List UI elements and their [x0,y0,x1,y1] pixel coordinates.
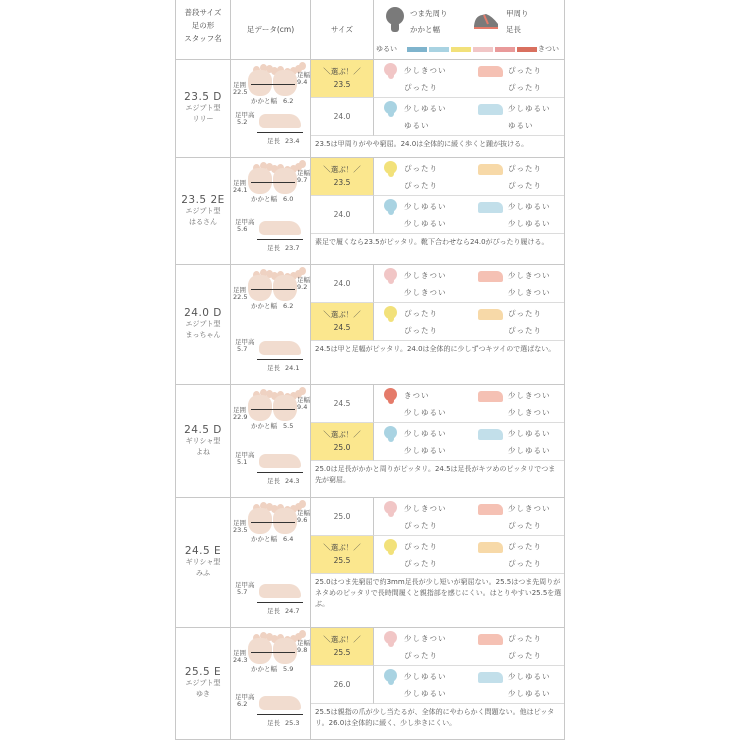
instep-fit-text: 少しゆるい [508,429,551,438]
girth-line [251,182,295,183]
option-size: 23.5 [333,178,351,187]
fit-line-bottom [378,404,564,421]
width-label: 足幅 [297,169,310,177]
fit-result [374,265,565,303]
heel-value: 6.4 [283,535,294,543]
legend-tight: きつい [538,45,559,53]
size-option[interactable] [311,196,374,234]
select-badge: ＼選ぶ！／ [323,635,361,644]
fit-line-bottom [378,647,564,664]
instep-fit-icon [478,429,503,440]
table-row [176,385,565,498]
girth-label: 足囲 [233,81,246,89]
fit-line-top [378,305,564,322]
length-label: 足長 [267,364,280,372]
length-fit-text: ぴったり [508,559,542,568]
table-row [176,60,565,158]
instep-fit-icon [478,271,503,282]
fit-line-top [378,538,564,555]
size-option[interactable] [311,158,374,196]
option-size: 24.0 [333,112,351,121]
instep-fit-text: ぴったり [508,542,542,551]
fit-line-bottom [378,117,564,134]
length-line [257,359,303,360]
length-value: 24.1 [285,364,300,372]
heel-fit-text: ぴったり [404,83,438,92]
heel-fit-text: 少しきつい [404,288,447,297]
fit-line-top [378,198,564,215]
length-fit-text: ぴったり [508,326,542,335]
staff-name: リリー [192,115,214,123]
instep-fit-icon [478,672,503,683]
girth-label: 足囲 [233,406,246,414]
fit-result [374,498,565,536]
heel-fit-text: ぴったり [404,326,438,335]
fit-line-top [378,160,564,177]
size-option[interactable] [311,385,374,423]
girth-value: 22.5 [233,293,248,301]
left-foot-illustration [248,168,272,194]
table-row [176,628,565,740]
heel-value: 6.2 [283,97,294,105]
toe-fit-text: 少しきつい [404,634,447,643]
foot-shape: ギリシャ型 [185,558,221,566]
right-foot-illustration [273,508,297,534]
staff-cell [176,628,231,739]
left-foot-illustration [248,508,272,534]
legend-swatch-4 [473,47,493,52]
usual-size: 23.5 2E [181,193,225,206]
instep-fit-icon [478,391,503,402]
usual-size: 24.0 D [184,307,222,319]
instep-value: 5.2 [237,118,248,126]
girth-line [251,409,295,410]
heel-label: かかと幅 [251,195,277,203]
size-option[interactable] [311,98,374,136]
side-foot-illustration [259,114,301,128]
foot-shape: エジプト型 [185,320,221,328]
instep-fit-text: ぴったり [508,164,542,173]
fit-line-top [378,668,564,685]
toe-fit-text: きつい [404,391,430,400]
instep-label: 足甲高 [235,338,255,346]
length-fit-text: ぴったり [508,651,542,660]
toe-fit-text: ぴったり [404,542,438,551]
staff-cell [176,60,231,157]
toe-shape [299,387,306,395]
option-size: 24.5 [333,399,351,408]
toe-fit-text: 少しきつい [404,504,447,513]
length-fit-text: 少しゆるい [508,219,551,228]
foot-front-icon [384,6,406,34]
width-value: 9.4 [297,403,308,411]
fit-line-bottom [378,284,564,301]
instep-fit-icon [478,542,503,553]
girth-line [251,289,295,290]
fit-line-top [378,425,564,442]
instep-label: 足甲高 [235,451,255,459]
select-badge: ＼選ぶ！／ [323,310,361,319]
toe-shape [299,160,306,168]
length-fit-text: ぴったり [508,181,542,190]
girth-label: 足囲 [233,649,246,657]
legend-instep: 甲周り [506,9,529,18]
foot-data-cell [231,60,311,157]
instep-fit-text: 少しゆるい [508,202,551,211]
size-guide-table [175,0,565,740]
girth-label: 足囲 [233,286,246,294]
staff-name: ゆき [196,690,210,698]
length-line [257,602,303,603]
toe-fit-text: 少しゆるい [404,202,447,211]
option-size: 24.0 [333,279,351,288]
heel-label: かかと幅 [251,302,277,310]
left-foot-illustration [248,395,272,421]
size-option[interactable] [311,666,374,704]
length-label: 足長 [267,719,280,727]
instep-fit-text: 少しきつい [508,271,551,280]
header-col1-line2: 足の形 [191,21,215,30]
foot-data-cell [231,265,311,384]
girth-value: 22.9 [233,413,248,421]
foot-data-cell [231,628,311,739]
length-value: 23.4 [285,137,300,145]
left-foot-illustration [248,275,272,301]
staff-name: まっちゃん [185,331,221,339]
legend-swatch-3 [451,47,471,52]
instep-fit-text: 少しゆるい [508,672,551,681]
length-label: 足長 [267,477,280,485]
toe-shape [299,267,306,275]
header-legend [374,0,565,59]
header-col3-label: サイズ [331,25,353,34]
fit-line-bottom [378,322,564,339]
length-label: 足長 [267,607,280,615]
heel-fit-text: ゆるい [404,121,430,130]
option-size: 25.5 [333,648,351,657]
staff-name: はるさん [189,217,217,226]
foot-data-cell [231,158,311,264]
girth-label: 足囲 [233,519,246,527]
staff-cell [176,498,231,627]
instep-fit-icon [478,309,503,320]
fit-comment: 25.5は親指の爪が少し当たるが、全体的にやわらかく問題ない。他はピッタリ。26.0は全体的に緩く、少し歩きにくい。 [315,708,555,727]
foot-data-cell [231,385,311,497]
girth-line [251,652,295,653]
width-label: 足幅 [297,71,310,79]
instep-value: 5.6 [237,225,248,233]
fit-line-bottom [378,685,564,702]
instep-fit-icon [478,164,503,175]
staff-name: よね [196,447,210,456]
heel-value: 6.0 [283,195,294,203]
length-value: 24.3 [285,477,300,485]
length-label: 足長 [267,244,280,252]
length-line [257,714,303,715]
right-foot-illustration [273,275,297,301]
legend-swatch-6 [517,47,537,52]
foot-shape: エジプト型 [185,679,221,687]
instep-fit-text: ぴったり [508,66,542,75]
usual-size: 24.5 E [184,545,222,557]
legend-length: 足長 [506,25,521,34]
fit-line-top [378,387,564,404]
fit-result [374,385,565,423]
heel-fit-text: ぴったり [404,521,438,530]
left-foot-illustration [248,70,272,96]
fit-line-bottom [378,555,564,572]
fit-comment: 23.5は甲周りがやや窮屈。24.0は全体的に緩く歩くと踵が抜ける。 [315,140,529,148]
instep-fit-icon [478,104,503,115]
header-col2-label: 足データ(cm) [246,25,295,34]
header-col-foot-data [231,0,311,59]
fit-line-bottom [378,79,564,96]
width-label: 足幅 [297,396,310,404]
length-label: 足長 [267,137,280,145]
fit-line-bottom [378,517,564,534]
girth-value: 22.5 [233,88,248,96]
left-foot-illustration [248,638,272,664]
table-row [176,498,565,628]
heel-fit-text: 少しゆるい [404,689,447,698]
foot-shape: ギリシャ型 [185,436,221,445]
instep-fit-text: 少しきつい [508,391,551,400]
heel-value: 5.9 [283,665,294,673]
width-value: 9.8 [297,646,308,654]
fit-line-top [378,267,564,284]
right-foot-illustration [273,168,297,194]
heel-label: かかと幅 [251,665,277,673]
header-col1-line3: スタッフ名 [184,34,222,43]
girth-value: 24.3 [233,656,248,664]
header-col-staff [176,0,231,59]
width-value: 9.4 [297,78,308,86]
girth-line [251,84,295,85]
heel-fit-text: ぴったり [404,651,438,660]
option-size: 25.5 [333,556,351,565]
side-foot-illustration [259,584,301,598]
legend-swatch-2 [429,47,449,52]
length-value: 23.7 [285,244,300,252]
legend-swatch-1 [407,47,427,52]
girth-line [251,522,295,523]
foot-shape: エジプト型 [185,104,221,112]
toe-shape [299,62,306,70]
toe-fit-text: ぴったり [404,309,438,318]
foot-data-cell [231,498,311,627]
girth-label: 足囲 [233,179,246,187]
toe-fit-text: 少しゆるい [404,672,447,681]
fit-result [374,628,565,666]
instep-value: 5.7 [237,345,248,353]
length-line [257,132,303,133]
table-row [176,265,565,385]
right-foot-illustration [273,70,297,96]
toe-fit-text: 少しきつい [404,271,447,280]
length-fit-text: ぴったり [508,83,542,92]
width-label: 足幅 [297,509,310,517]
fit-result [374,666,565,704]
toe-fit-text: 少しゆるい [404,429,447,438]
heel-label: かかと幅 [251,422,277,430]
length-line [257,239,303,240]
size-option[interactable] [311,498,374,536]
length-fit-text: ぴったり [508,521,542,530]
fit-comment: 素足で履くなら23.5がピッタリ。靴下合わせなら24.0がぴったり履ける。 [315,238,549,246]
fit-result [374,60,565,98]
size-option[interactable] [311,265,374,303]
instep-value: 5.1 [237,458,248,466]
side-foot-illustration [259,696,301,710]
option-size: 26.0 [333,680,351,689]
fit-line-bottom [378,177,564,194]
width-value: 9.6 [297,516,308,524]
fit-line-bottom [378,215,564,232]
girth-value: 23.5 [233,526,248,534]
legend-toe: つま先周り [410,9,448,18]
width-value: 9.7 [297,176,308,184]
fit-result [374,158,565,196]
heel-fit-text: ぴったり [404,559,438,568]
fit-comment: 24.5は甲と足幅がピッタリ。24.0は全体的に少しずつキツイので選ばない。 [315,345,556,353]
instep-value: 6.2 [237,700,248,708]
toe-fit-text: ぴったり [404,164,438,173]
select-badge: ＼選ぶ！／ [323,165,361,174]
select-badge: ＼選ぶ！／ [323,543,361,552]
right-foot-illustration [273,638,297,664]
length-fit-text: 少しきつい [508,288,551,297]
heel-label: かかと幅 [251,97,277,105]
right-foot-illustration [273,395,297,421]
size-option[interactable] [311,303,374,341]
legend-loose: ゆるい [376,45,397,53]
instep-label: 足甲高 [235,218,255,226]
side-foot-illustration [259,341,301,355]
fit-result [374,536,565,574]
fit-line-top [378,100,564,117]
length-fit-text: 少しゆるい [508,446,551,455]
length-fit-text: 少しきつい [508,408,551,417]
instep-fit-text: 少しきつい [508,504,551,513]
girth-value: 24.1 [233,186,248,194]
size-option[interactable] [311,628,374,666]
length-line [257,472,303,473]
usual-size: 25.5 E [184,666,222,678]
staff-cell [176,265,231,384]
fit-result [374,303,565,341]
length-fit-text: ゆるい [508,121,534,130]
heel-fit-text: 少しゆるい [404,446,447,455]
size-option[interactable] [311,60,374,98]
instep-fit-icon [478,634,503,645]
instep-fit-text: 少しゆるい [508,104,551,113]
option-size: 25.0 [333,512,351,521]
staff-cell [176,385,231,497]
instep-label: 足甲高 [235,111,255,119]
toe-fit-text: 少しゆるい [404,104,447,113]
instep-fit-text: ぴったり [508,309,542,318]
size-option[interactable] [311,536,374,574]
table-row [176,158,565,265]
option-size: 24.0 [333,210,351,219]
fit-line-bottom [378,442,564,459]
legend-heel: かかと幅 [410,25,440,34]
instep-fit-icon [478,66,503,77]
legend-swatch-5 [495,47,515,52]
table-header [176,0,565,60]
fit-line-top [378,630,564,647]
option-size: 24.5 [333,323,351,332]
option-size: 23.5 [333,80,351,89]
heel-value: 5.5 [283,422,294,430]
width-label: 足幅 [297,639,310,647]
staff-cell [176,158,231,264]
toe-shape [299,500,306,508]
header-col-size [311,0,374,59]
fit-line-top [378,500,564,517]
fit-comment: 25.0は足長がかかと周りがピッタリ。24.5は足長がキツめのピッタリでつま先が窮屈。 [315,465,556,484]
fit-comment: 25.0はつま先窮屈で約3mm足長が少し短いが窮屈ない。25.5はつま先周りがネタめのピッタリで長時間履くと親指部を感じにくい。はとりやすい25.5を選ぶ。 [315,578,562,608]
heel-fit-text: ぴったり [404,181,438,190]
side-foot-illustration [259,221,301,235]
heel-label: かかと幅 [251,535,277,543]
fit-result [374,196,565,234]
option-size: 25.0 [333,443,351,452]
instep-fit-icon [478,202,503,213]
instep-value: 5.7 [237,588,248,596]
fit-result [374,98,565,136]
instep-label: 足甲高 [235,581,255,589]
heel-value: 6.2 [283,302,294,310]
foot-shape: エジプト型 [185,206,221,215]
length-value: 24.7 [285,607,300,615]
side-foot-illustration [259,454,301,468]
toe-fit-text: 少しきつい [404,66,447,75]
instep-fit-text: ぴったり [508,634,542,643]
width-value: 9.2 [297,283,308,291]
length-value: 25.3 [285,719,300,727]
select-badge: ＼選ぶ！／ [323,430,361,439]
fit-line-top [378,62,564,79]
fit-result [374,423,565,461]
width-label: 足幅 [297,276,310,284]
length-fit-text: 少しゆるい [508,689,551,698]
size-option[interactable] [311,423,374,461]
heel-fit-text: 少しゆるい [404,408,447,417]
usual-size: 24.5 D [184,423,222,436]
usual-size: 23.5 D [184,91,222,103]
foot-side-icon [472,10,500,30]
select-badge: ＼選ぶ！／ [323,67,361,76]
staff-name: みふ [196,569,210,577]
heel-fit-text: 少しゆるい [404,219,447,228]
instep-label: 足甲高 [235,693,255,701]
toe-shape [299,630,306,638]
header-col1-line1: 普段サイズ [184,8,222,17]
instep-fit-icon [478,504,503,515]
